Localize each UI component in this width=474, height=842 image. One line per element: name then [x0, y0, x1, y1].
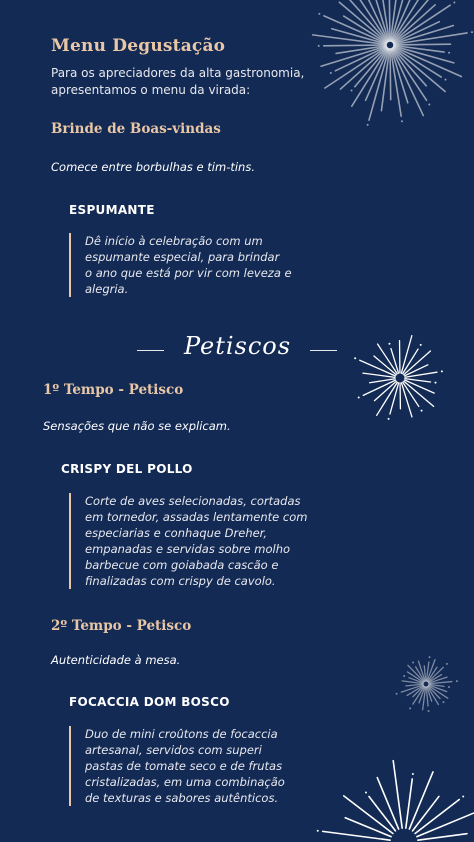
- section-heading-tempo2: 2º Tempo - Petisco: [51, 618, 192, 634]
- item-title-espumante: ESPUMANTE: [69, 203, 155, 217]
- firework-ray: [418, 834, 467, 841]
- intro-line: apresentamos o menu da virada:: [51, 83, 251, 97]
- description-line: artesanal, servidos com superi: [85, 743, 262, 757]
- firework-spark: [412, 773, 414, 775]
- description-line: Dê início à celebração com um: [85, 234, 263, 248]
- section-heading-welcome: Brinde de Boas-vindas: [51, 121, 221, 137]
- item-description-focaccia: [69, 726, 285, 806]
- description-line: em tornedor, assadas lentamente com: [85, 510, 308, 524]
- firework-spark: [462, 795, 464, 797]
- section-heading-tempo1: 1º Tempo - Petisco: [43, 382, 184, 398]
- page-title: Menu Degustação: [51, 36, 226, 56]
- description-line: cristalizadas, em uma combinação: [85, 775, 285, 789]
- intro-text: [51, 65, 351, 99]
- description-line: especiarias e conhaque Dreher,: [85, 526, 268, 540]
- item-description-crispy: [69, 493, 307, 589]
- description-line: espumante especial, para brindar: [85, 250, 280, 264]
- firework-spark: [317, 830, 319, 832]
- description-line: finalizadas com crispy de cavolo.: [85, 574, 276, 588]
- firework-ray: [406, 779, 412, 828]
- firework-spark: [365, 792, 367, 794]
- description-line: o ano que está por vir com leveza e: [85, 266, 292, 280]
- section-tagline-tempo1: Sensações que não se explicam.: [43, 419, 231, 433]
- item-title-focaccia: FOCACCIA DOM BOSCO: [69, 695, 230, 709]
- section-divider: [137, 330, 337, 370]
- description-line: empanadas e servidas sobre molho: [85, 542, 291, 556]
- item-title-crispy: CRISPY DEL POLLO: [61, 462, 193, 476]
- intro-line: Para os apreciadores da alta gastronomia,: [51, 66, 305, 80]
- description-line: alegria.: [85, 282, 129, 296]
- description-line: barbecue com goiabada cascão e: [85, 558, 279, 572]
- divider-script-title: Petiscos: [183, 332, 292, 360]
- item-description-espumante: [69, 233, 292, 297]
- section-tagline-welcome: Comece entre borbulhas e tim-tins.: [51, 160, 255, 174]
- description-line: pastas de tomate seco e de frutas: [85, 759, 283, 773]
- divider-dash-right: [310, 350, 337, 351]
- description-line: Duo de mini croûtons de focaccia: [85, 727, 278, 741]
- description-line: de texturas e sabores autênticos.: [85, 791, 279, 805]
- section-tagline-tempo2: Autenticidade à mesa.: [51, 653, 181, 667]
- divider-dash-left: [137, 350, 164, 351]
- description-line: Corte de aves selecionadas, cortadas: [85, 494, 301, 508]
